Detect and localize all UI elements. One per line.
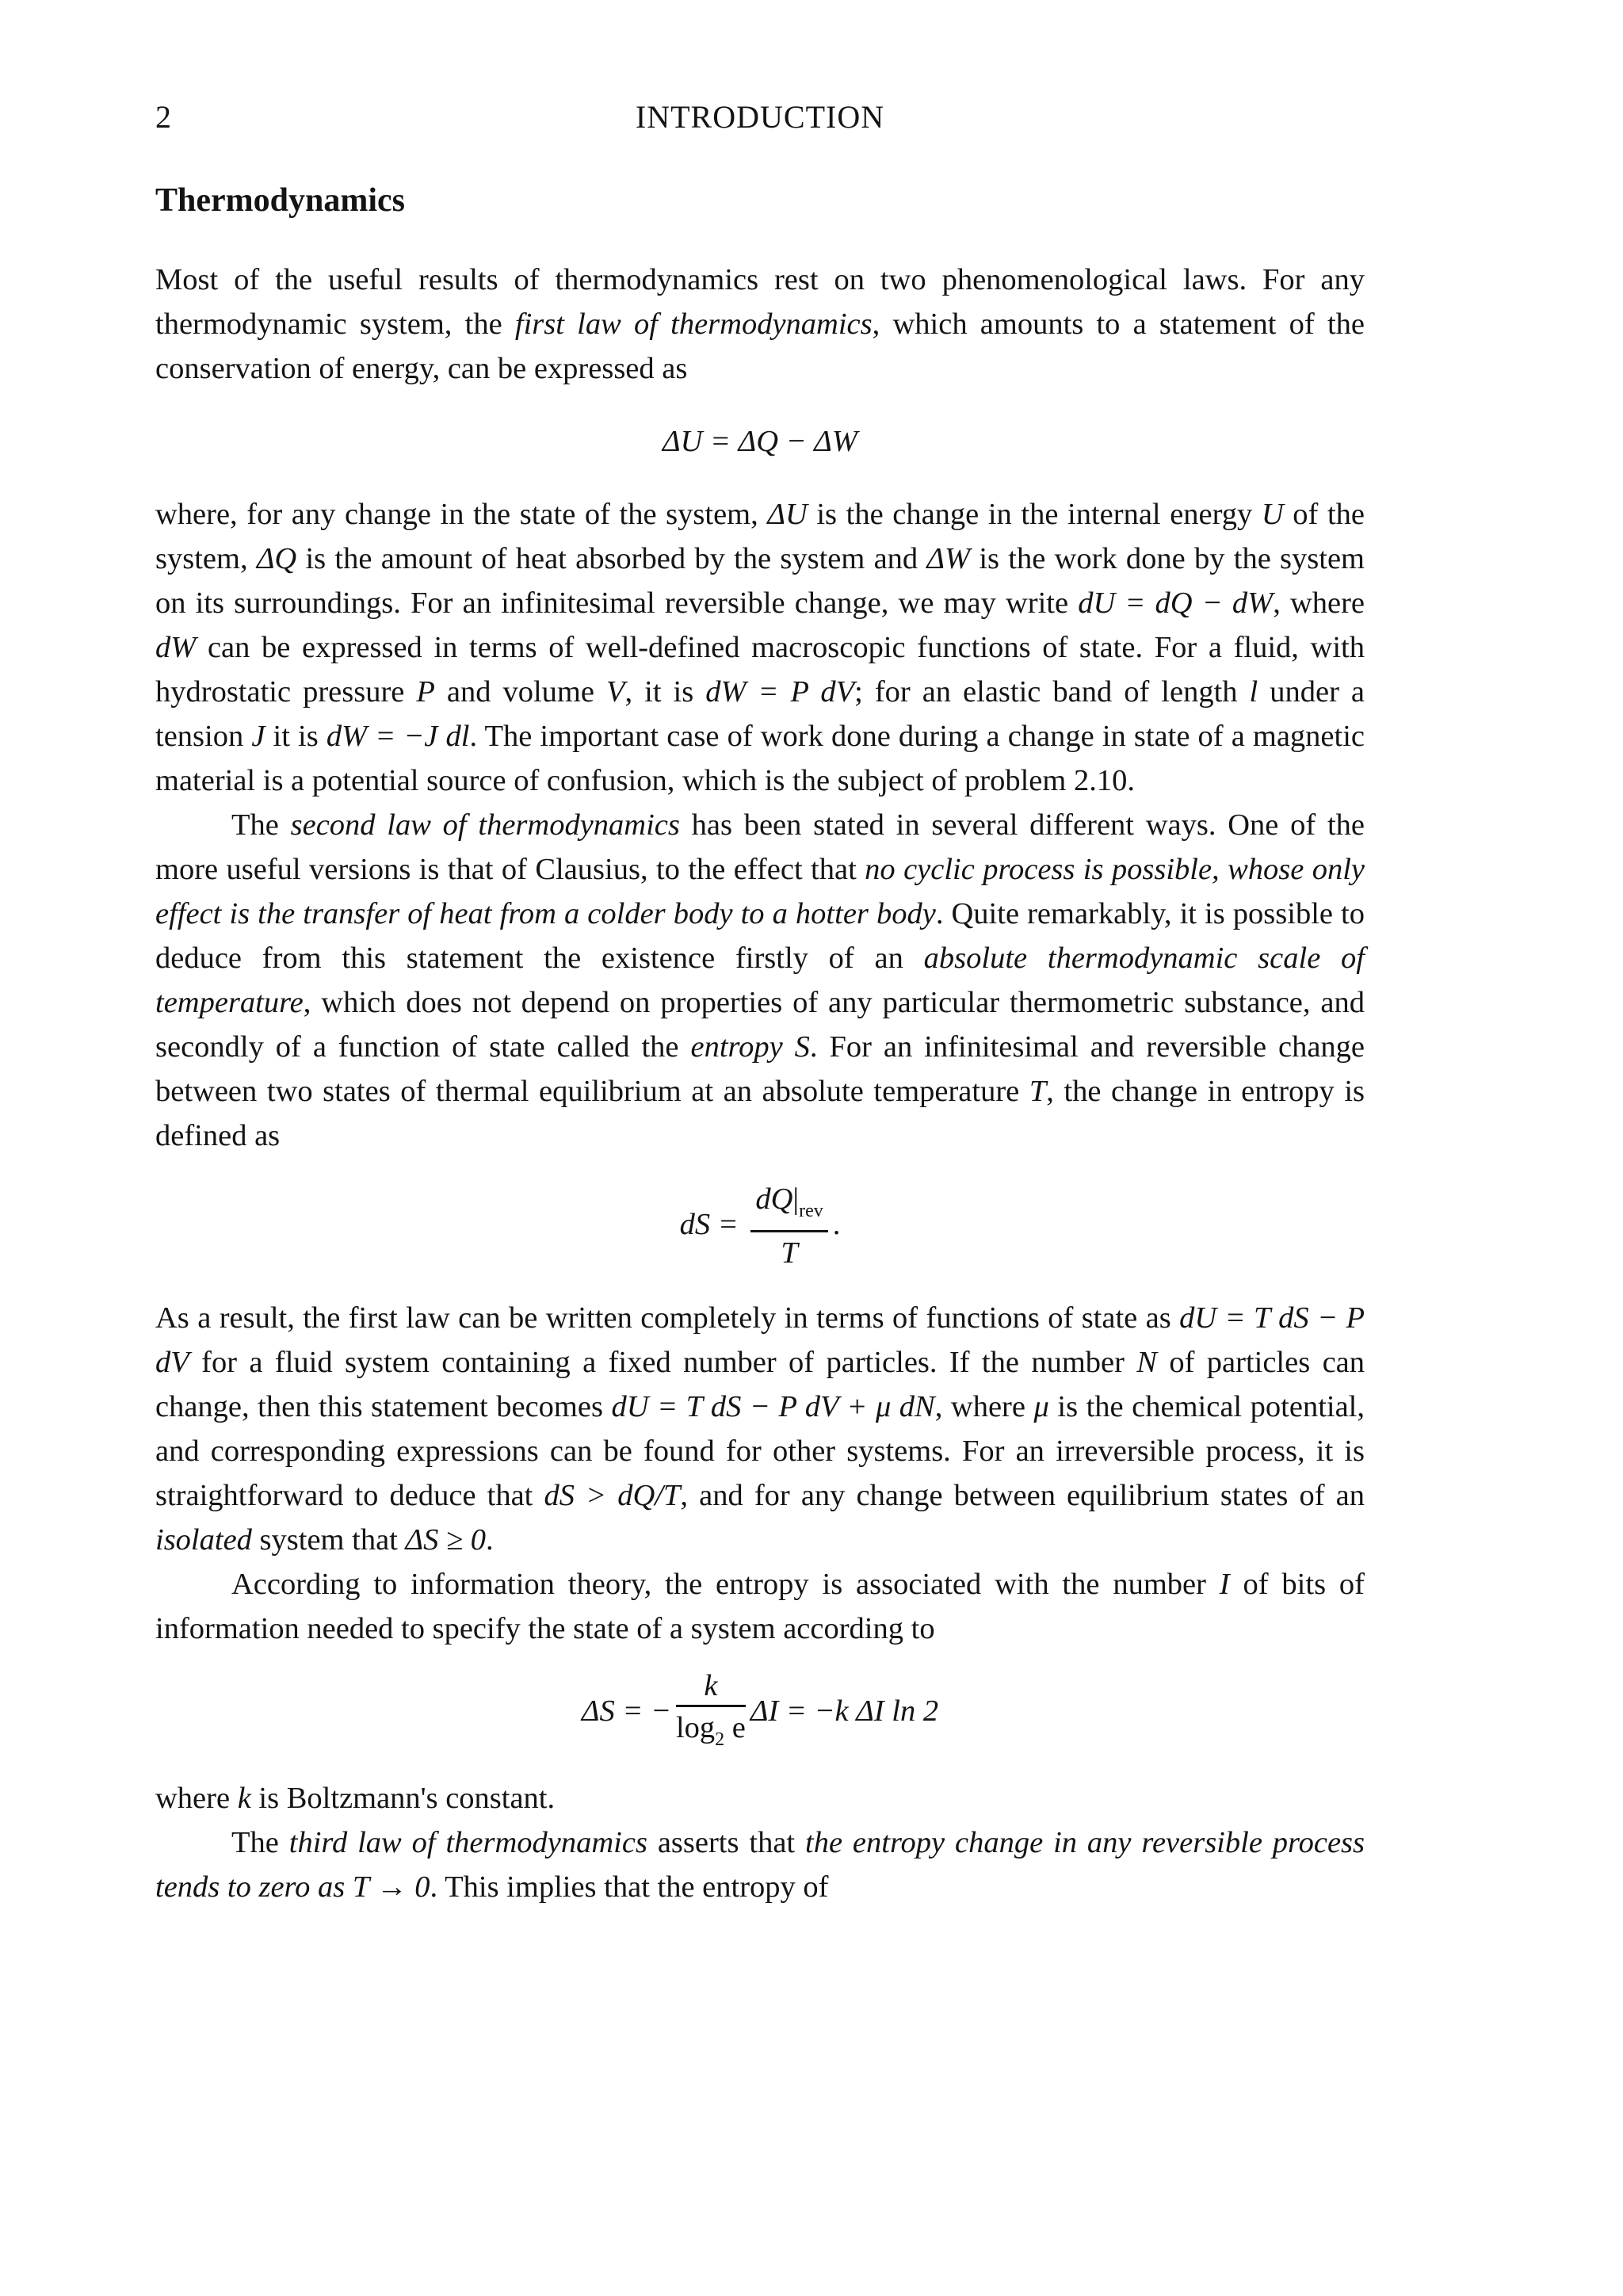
text: of particles can change, then this statement becomes — [155, 1346, 1365, 1423]
equation-first-law: ΔU = ΔQ − ΔW — [663, 425, 857, 458]
text: , and for any change between equilibrium states of an — [680, 1479, 1365, 1512]
text: is the change in the internal energy — [807, 498, 1262, 531]
text: is the amount of heat absorbed by the system and — [296, 542, 927, 575]
math: N — [1136, 1346, 1157, 1379]
math: dU = dQ − dW — [1078, 586, 1274, 620]
text: , which does not depend on properties of any particular thermometric substance, and secondly of a function of state called the — [155, 986, 1365, 1064]
text: . Quite remarkably, it is possible to deduce from this statement the existence firstly of an — [155, 897, 1365, 975]
text: Most of the useful results of thermodynamics rest on two phenomenological laws. For any thermodynamic system, the — [155, 263, 1365, 341]
math: . — [832, 1207, 841, 1241]
text: and volume — [434, 675, 606, 709]
math: ΔW — [926, 542, 971, 575]
math: μ — [1033, 1390, 1049, 1423]
page-header — [155, 95, 1365, 143]
text: for a fluid system containing a fixed number of particles. If the number — [189, 1346, 1137, 1379]
emphasis-first-law: first law of thermodynamics — [514, 308, 873, 341]
emphasis-clausius-statement: no cyclic process is possible, whose only effect is the transfer of heat from a colder body to a hotter body — [155, 853, 1365, 930]
text: . — [485, 1523, 494, 1557]
text: . For an infinitesimal and reversible change between two states of thermal equilibrium at an absolute temperature — [155, 1030, 1365, 1108]
subscript: rev — [799, 1201, 823, 1221]
math: k — [237, 1782, 251, 1815]
text: As a result, the first law can be written completely in terms of functions of state as — [155, 1301, 1180, 1335]
math: dU = T dS − P dV — [155, 1301, 1365, 1379]
text: can be expressed in terms of well-defined macroscopic functions of state. For a fluid, with hydrostatic pressure — [155, 631, 1365, 709]
math: dS = — [679, 1207, 739, 1241]
math: P — [416, 675, 435, 709]
math: dW — [155, 631, 197, 664]
math: ΔQ — [256, 542, 297, 575]
text: of the system, — [155, 498, 1365, 575]
text: is the chemical potential, and corresponding expressions can be found for other systems. For an irreversible process, it is straightforward to deduce that — [155, 1390, 1365, 1512]
text: ; for an elastic band of length — [854, 675, 1250, 709]
math: J — [251, 720, 265, 753]
emphasis-isolated: isolated — [155, 1523, 252, 1557]
fraction-denominator: T — [781, 1236, 798, 1270]
text: where — [155, 1782, 238, 1815]
page-number: 2 — [155, 99, 171, 135]
paragraph-boltzmann — [155, 1776, 1365, 1820]
text: , where — [1273, 586, 1365, 620]
text: According to information theory, the entropy is associated with the number — [231, 1568, 1220, 1601]
math: l — [1249, 675, 1258, 709]
text: of bits of information needed to specify the state of a system according to — [155, 1568, 1365, 1645]
text: The — [231, 808, 291, 842]
math: e — [724, 1711, 746, 1744]
subscript: 2 — [715, 1729, 725, 1750]
math: V — [605, 675, 625, 709]
math: T → 0 — [352, 1870, 430, 1904]
math: I — [1219, 1568, 1230, 1601]
paragraph-work — [155, 492, 1365, 803]
math: T — [1029, 1075, 1047, 1108]
text: where, for any change in the state of the system, — [155, 498, 768, 531]
fraction — [750, 1180, 827, 1274]
paragraph-first-law — [155, 258, 1365, 391]
math: U — [1261, 498, 1284, 531]
equation-information-entropy — [155, 1667, 1365, 1760]
text: system that — [251, 1523, 406, 1557]
fraction-numerator: k — [676, 1667, 746, 1707]
emphasis-third-law-statement: the entropy change in any reversible process tends to zero as — [155, 1826, 1365, 1904]
paragraph-first-law-functions — [155, 1296, 1365, 1562]
text: has been stated in several different ways. One of the more useful versions is that of Clausius, to the effect that — [155, 808, 1365, 886]
running-head: INTRODUCTION — [635, 99, 885, 135]
text: . This implies that the entropy of — [430, 1870, 829, 1904]
emphasis-temperature-scale: absolute thermodynamic scale of temperature — [155, 942, 1365, 1019]
paragraph-second-law — [155, 803, 1365, 1158]
text: asserts that — [647, 1826, 805, 1859]
emphasis-second-law: second law of thermodynamics — [290, 808, 680, 842]
page-body — [155, 258, 1365, 1909]
text: is Boltzmann's constant. — [250, 1782, 556, 1815]
paragraph-information-theory — [155, 1562, 1365, 1651]
text: it is — [265, 720, 327, 753]
equation-entropy-definition — [155, 1180, 1365, 1274]
fraction-numerator: $dQ|_{rev}$ — [750, 1180, 827, 1232]
emphasis-entropy: entropy — [690, 1030, 783, 1064]
text: , the change in entropy is defined as — [155, 1075, 1365, 1152]
math: ΔS = − — [581, 1694, 671, 1728]
math: dS > dQ/T — [544, 1479, 681, 1512]
section-title: Thermodynamics — [155, 182, 405, 219]
fraction — [676, 1667, 746, 1760]
fraction-denominator — [676, 1707, 746, 1760]
math: ΔU — [767, 498, 808, 531]
math: dQ — [755, 1182, 793, 1216]
text: is the work done by the system on its surroundings. For an infinitesimal reversible change, we may write — [155, 542, 1365, 620]
text: The — [231, 1826, 289, 1859]
math: ΔI = −k ΔI ln 2 — [750, 1694, 939, 1728]
text: under a tension — [155, 675, 1365, 753]
math: dW = −J dl — [326, 720, 470, 753]
math: ΔS ≥ 0 — [405, 1523, 486, 1557]
math: dW = P dV — [705, 675, 855, 709]
text: , where — [934, 1390, 1034, 1423]
text: , which amounts to a statement of the conservation of energy, can be expressed as — [155, 308, 1365, 385]
emphasis-third-law: third law of thermodynamics — [288, 1826, 647, 1859]
text: , it is — [624, 675, 706, 709]
paragraph-third-law — [155, 1820, 1365, 1909]
math: log — [675, 1711, 716, 1744]
text: . The important case of work done during a change in state of a magnetic material is a potential source of confusion, which is the subject of problem 2.10. — [155, 720, 1365, 797]
math: S — [794, 1030, 810, 1064]
math: dU = T dS − P dV + μ dN — [611, 1390, 935, 1423]
